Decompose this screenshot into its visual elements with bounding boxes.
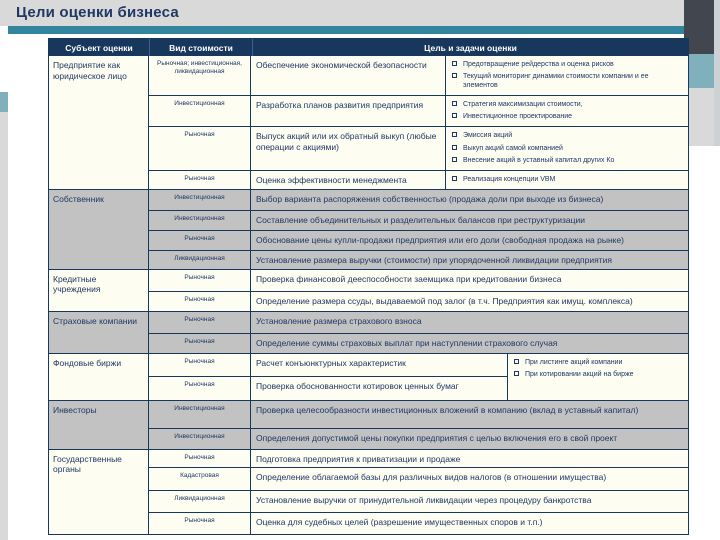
section-rows — [149, 401, 688, 449]
table-row — [149, 512, 688, 534]
table-row — [149, 428, 688, 449]
checkbox-icon — [514, 371, 519, 376]
goal-cell: Определение размера ссуды, выдаваемой под залог (в т.ч. Предприятия как имущ. комплекса) — [256, 295, 633, 306]
table-body — [49, 56, 688, 534]
table-row — [149, 126, 688, 169]
goal-cell: Разработка планов развития предприятия — [256, 100, 424, 111]
bullet-item — [452, 131, 684, 140]
section-rows — [149, 450, 688, 535]
table-row — [149, 312, 688, 333]
goal-cell: Обоснование цены купли-продажи предприятия или его доли (свободная продажа на рынке) — [256, 234, 625, 245]
table-row — [149, 467, 688, 490]
bullet-text: Стратегия максимизации стоимости, — [463, 101, 583, 109]
value-type-cell: Инвестиционная — [149, 211, 251, 230]
section-rows — [149, 312, 688, 353]
value-type-cell: Рыночная — [149, 377, 251, 400]
goal-cell: Проверка финансовой дееспособности заемщика при кредитовании бизнеса — [256, 273, 562, 284]
left-gray-strip — [0, 112, 8, 540]
goal-cell: Установление размера выручки (стоимости) при упорядоченной ликвидации предприятия — [256, 254, 612, 265]
subject-cell: Инвесторы — [49, 401, 149, 449]
valuation-goals-table — [48, 38, 689, 535]
goal-cell: Установление размера страхового взноса — [256, 315, 422, 326]
page-title: Цели оценки бизнеса — [16, 4, 179, 21]
value-type-cell: Рыночная — [149, 450, 251, 468]
checkbox-icon — [452, 176, 457, 181]
bullet-text: При листинге акций компании — [525, 358, 623, 366]
value-type-cell: Ликвидационная — [149, 491, 251, 512]
value-type-cell: Ликвидационная — [149, 251, 251, 269]
table-row — [149, 190, 688, 210]
checkbox-icon — [452, 61, 457, 66]
checkbox-icon — [452, 73, 457, 78]
table-row — [149, 291, 688, 311]
value-type-cell: Рыночная — [149, 334, 251, 353]
bullet-item — [514, 370, 684, 379]
goal-cell: Проверка обоснованности котировок ценных бумаг — [256, 380, 459, 391]
subject-cell: Государственные органы — [49, 450, 149, 535]
table-row — [149, 56, 688, 95]
bullet-text: Внесение акций в уставный капитал других Ко — [463, 156, 615, 164]
bullet-item — [452, 60, 684, 69]
bullet-text: Выкуп акций самой компанией — [463, 144, 563, 152]
table-section — [49, 269, 688, 311]
table-section — [49, 189, 688, 269]
value-type-cell: Рыночная — [149, 292, 251, 311]
subject-cell: Фондовые биржи — [49, 354, 149, 400]
right-edge-strip — [714, 0, 720, 146]
table-row — [149, 95, 688, 126]
column-header-value-type: Вид стоимости — [149, 39, 252, 56]
table-section — [49, 449, 688, 535]
goal-cell: Установление выручки от принудительной ликвидации через процедуру банкротства — [256, 495, 592, 506]
bullet-item — [452, 175, 684, 184]
value-type-cell: Рыночная — [149, 312, 251, 333]
left-teal-square — [0, 92, 8, 112]
goal-cell: Выбор варианта распоряжения собственностью (продажа доли при выходе из бизнеса) — [256, 193, 604, 204]
table-row — [149, 354, 507, 376]
goal-cell: Проверка целесообразности инвестиционных вложений в компанию (вклад в уставный капитал) — [256, 404, 639, 415]
goal-cell: Составление объединительных и разделительных балансов при реструктуризации — [256, 214, 585, 225]
bullet-text: При котировании акций на бирже — [525, 370, 634, 378]
goal-cell: Расчет конъюнктурных характеристик — [256, 357, 406, 368]
table-row — [149, 270, 688, 291]
value-type-cell: Рыночная — [149, 231, 251, 250]
bullet-item — [452, 112, 684, 121]
value-type-cell: Рыночная — [149, 171, 251, 189]
goal-cell: Обеспечение экономической безопасности — [256, 60, 427, 70]
value-type-cell: Рыночная — [149, 354, 251, 376]
subject-cell: Предприятие как юридическое лицо — [49, 56, 149, 189]
value-type-cell: Рыночная — [149, 127, 251, 169]
column-header-subject: Субъект оценки — [65, 43, 133, 53]
table-row — [149, 170, 688, 189]
bullet-text: Инвестиционное проектирование — [463, 113, 573, 121]
value-type-cell: Рыночная — [149, 270, 251, 291]
teal-accent-band — [8, 26, 684, 34]
goal-cell: Определение облагаемой базы для различных видов налогов (в отношении имущества) — [256, 472, 607, 483]
table-section — [49, 353, 688, 400]
table-row — [149, 230, 688, 250]
left-margin-strip — [0, 26, 8, 92]
bullet-text: Реализация концепции VBM — [463, 175, 556, 183]
section-rows-left — [149, 354, 507, 400]
goal-cell: Определения допустимой цены покупки предприятия с целью включения его в свой проект — [256, 432, 618, 443]
goal-cell: Подготовка предприятия к приватизации и продаже — [256, 453, 461, 464]
column-header-goal: Цель и задачи оценки — [252, 39, 688, 56]
bullet-text: Предотвращение рейдерства и оценка рисков — [463, 61, 614, 68]
section-rows — [149, 190, 688, 269]
goal-cell: Оценка эффективности менеджмента — [256, 174, 407, 185]
goal-cell: Оценка для судебных целей (разрешение имущественных споров и т.п.) — [256, 517, 543, 528]
bullet-item — [452, 156, 684, 165]
bullet-item — [452, 100, 684, 109]
table-row — [149, 450, 688, 468]
value-type-cell: Кадастровая — [149, 468, 251, 490]
value-type-cell: Инвестиционная — [149, 96, 251, 126]
goal-cell: Выпуск акций или их обратный выкуп (любые операции с акциями) — [256, 131, 437, 153]
table-row — [149, 490, 688, 512]
subject-cell: Кредитные учреждения — [49, 270, 149, 311]
section-rows — [149, 354, 688, 400]
goal-bullets-cell — [445, 56, 688, 95]
value-type-cell: Рыночная — [149, 513, 251, 534]
subject-cell: Страховые компании — [49, 312, 149, 353]
checkbox-icon — [452, 132, 457, 137]
value-type-cell: Инвестиционная — [149, 401, 251, 428]
table-section — [49, 56, 688, 189]
table-row — [149, 401, 688, 428]
table-row — [149, 210, 688, 230]
table-row — [149, 250, 688, 269]
checkbox-icon — [452, 145, 457, 150]
goal-bullets-cell — [445, 127, 688, 169]
goal-bullets-cell — [507, 354, 688, 400]
goal-bullets-cell — [445, 171, 688, 189]
table-row — [149, 333, 688, 353]
section-rows — [149, 56, 688, 189]
value-type-cell: Рыночная; инвестиционная, ликвидационная — [149, 56, 251, 95]
bullet-text: Текущий мониторинг динамики стоимости компании и ее элементов — [463, 73, 649, 90]
checkbox-icon — [452, 113, 457, 118]
checkbox-icon — [452, 157, 457, 162]
table-header-row — [49, 39, 688, 56]
section-rows — [149, 270, 688, 311]
bullet-text: Эмиссия акций — [463, 132, 513, 140]
table-row — [149, 376, 507, 400]
bullet-item — [452, 144, 684, 153]
table-section — [49, 311, 688, 353]
goal-bullets-cell — [445, 96, 688, 126]
table-section — [49, 400, 688, 449]
checkbox-icon — [452, 101, 457, 106]
goal-cell: Определение суммы страховых выплат при наступлении страхового случая — [256, 337, 558, 348]
subject-cell: Собственник — [49, 190, 149, 269]
bullet-item — [514, 358, 684, 367]
checkbox-icon — [514, 359, 519, 364]
value-type-cell: Инвестиционная — [149, 190, 251, 210]
value-type-cell: Инвестиционная — [149, 429, 251, 449]
bullet-item — [452, 72, 684, 90]
